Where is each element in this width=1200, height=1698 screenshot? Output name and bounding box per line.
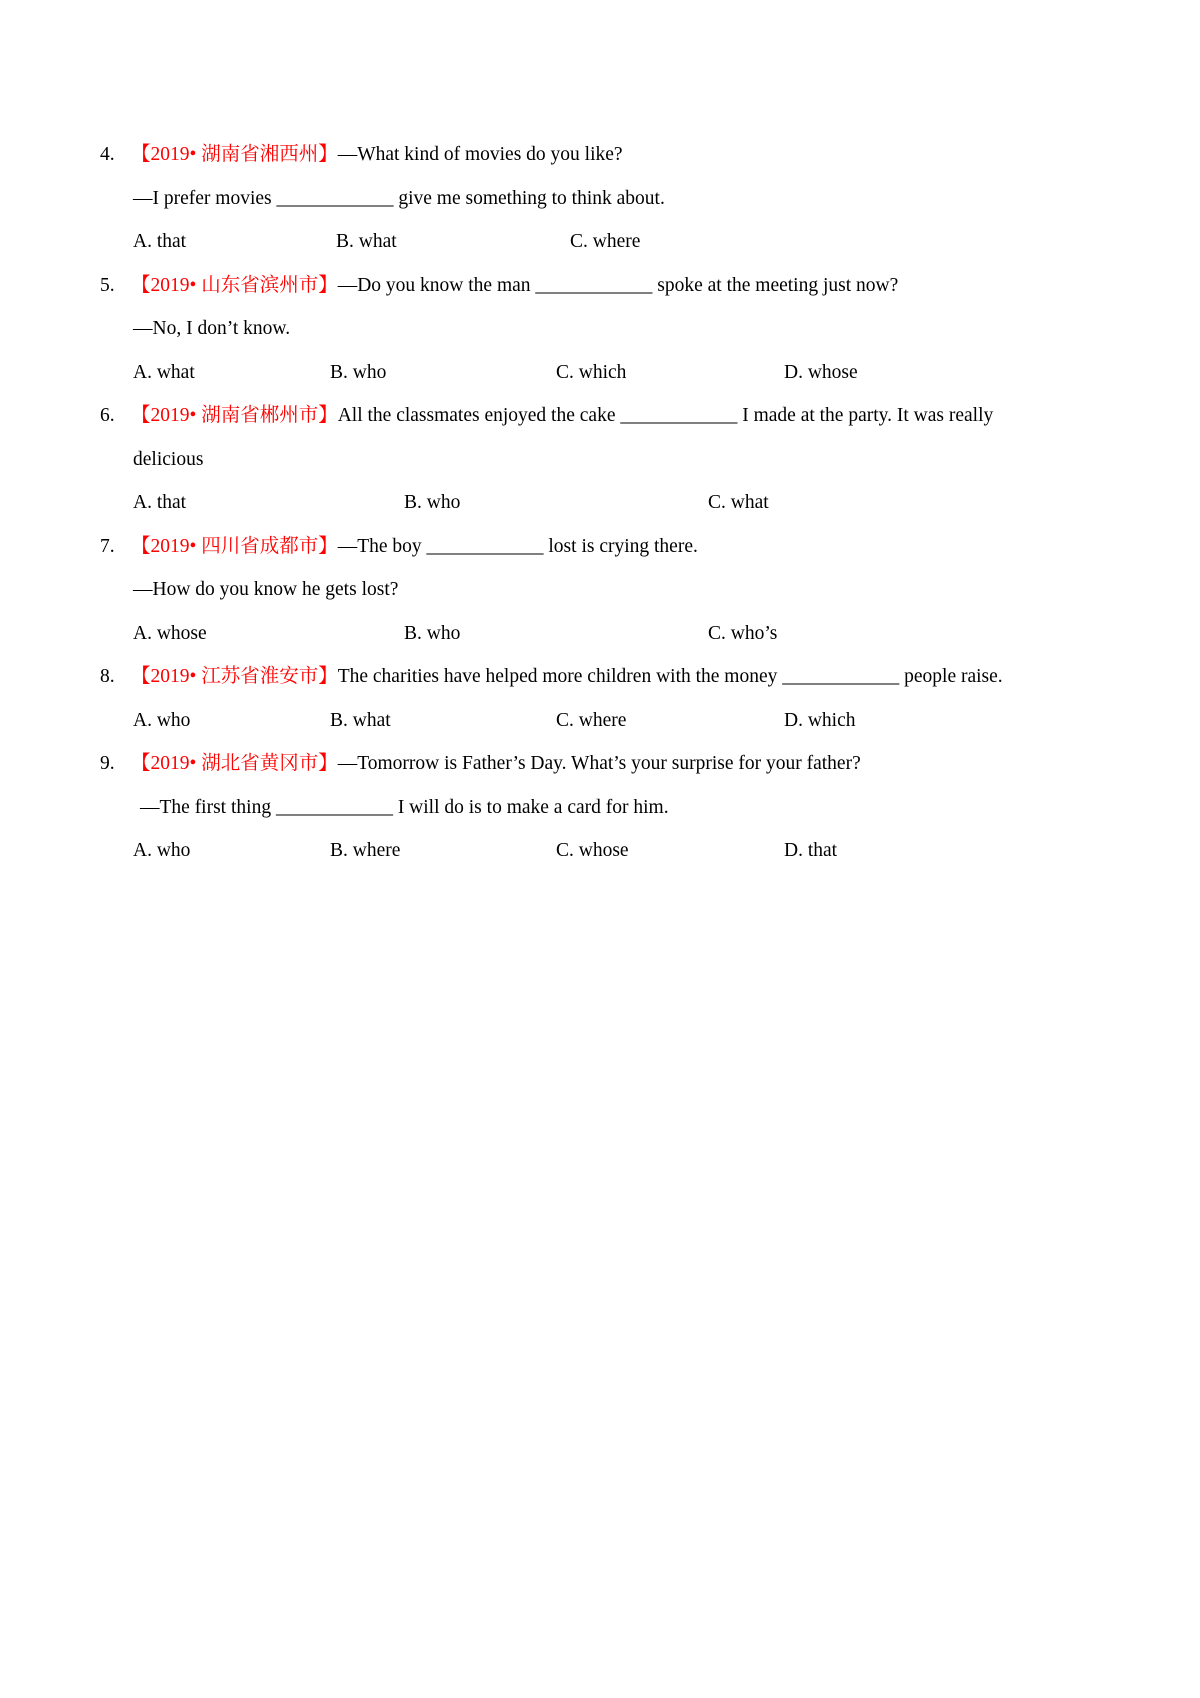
source-tag: 【2019• 山东省滨州市】 (131, 274, 338, 296)
option-d: D. which (784, 709, 856, 731)
question-line: —I prefer movies ____________ give me something to think about. (133, 187, 665, 209)
question-first-line (100, 394, 1110, 438)
question-line: —How do you know he gets lost? (133, 579, 399, 600)
option-b: B. what (330, 709, 391, 731)
question-number: 5. (100, 274, 115, 296)
source-tag: 【2019• 湖南省郴州市】 (131, 405, 338, 426)
question-lead: All the classmates enjoyed the cake ____________ I made at the party. It was really (337, 405, 994, 426)
options-row (100, 699, 1110, 743)
question-first-line (100, 525, 1110, 569)
question-number: 8. (100, 666, 115, 687)
option-c: C. who’s (708, 622, 778, 644)
question-lead: —What kind of movies do you like? (337, 144, 623, 165)
question-first-line (100, 742, 1110, 786)
question-item (100, 264, 1110, 395)
question-number: 9. (100, 753, 115, 774)
option-d: D. that (784, 840, 838, 861)
question-item (100, 655, 1110, 742)
option-a: A. who (133, 709, 191, 731)
option-a: A. that (133, 231, 187, 252)
question-number: 7. (100, 535, 115, 557)
question-first-line (100, 133, 1110, 177)
source-tag: 【2019• 湖北省黄冈市】 (131, 753, 338, 774)
option-b: B. who (404, 492, 461, 513)
question-first-line (100, 264, 1110, 308)
question-lead: —Do you know the man ____________ spoke at the meeting just now? (337, 274, 899, 296)
options-row (100, 481, 1110, 525)
options-row (100, 829, 1110, 873)
option-a: A. that (133, 492, 187, 513)
option-b: B. where (330, 840, 401, 861)
question-item (100, 133, 1110, 264)
option-a: A. what (133, 361, 195, 383)
options-row (100, 612, 1110, 656)
question-number: 4. (100, 144, 115, 165)
option-c: C. which (556, 361, 627, 383)
source-tag: 【2019• 湖南省湘西州】 (131, 144, 338, 165)
source-tag: 【2019• 江苏省淮安市】 (131, 666, 338, 687)
option-a: A. who (133, 840, 191, 861)
source-tag: 【2019• 四川省成都市】 (131, 535, 338, 557)
option-c: C. where (570, 231, 641, 252)
option-c: C. what (708, 492, 769, 513)
option-b: B. who (404, 622, 461, 644)
option-c: C. where (556, 709, 627, 731)
question-item (100, 394, 1110, 525)
option-a: A. whose (133, 622, 207, 644)
option-d: D. whose (784, 361, 858, 383)
question-first-line (100, 655, 1110, 699)
question-item (100, 525, 1110, 656)
question-number: 6. (100, 405, 115, 426)
option-b: B. who (330, 361, 387, 383)
question-lead: —The boy ____________ lost is crying there. (337, 535, 698, 557)
option-c: C. whose (556, 840, 629, 861)
question-line: —No, I don’t know. (133, 318, 291, 339)
options-row (100, 351, 1110, 395)
question-line: delicious (133, 448, 204, 470)
question-lead: —Tomorrow is Father’s Day. What’s your surprise for your father? (337, 753, 861, 774)
question-lead: The charities have helped more children with the money ____________ people raise. (337, 666, 1003, 687)
question-line: —The first thing ____________ I will do is to make a card for him. (140, 796, 669, 818)
question-item (100, 742, 1110, 873)
option-b: B. what (336, 231, 397, 252)
options-row (100, 220, 1110, 264)
